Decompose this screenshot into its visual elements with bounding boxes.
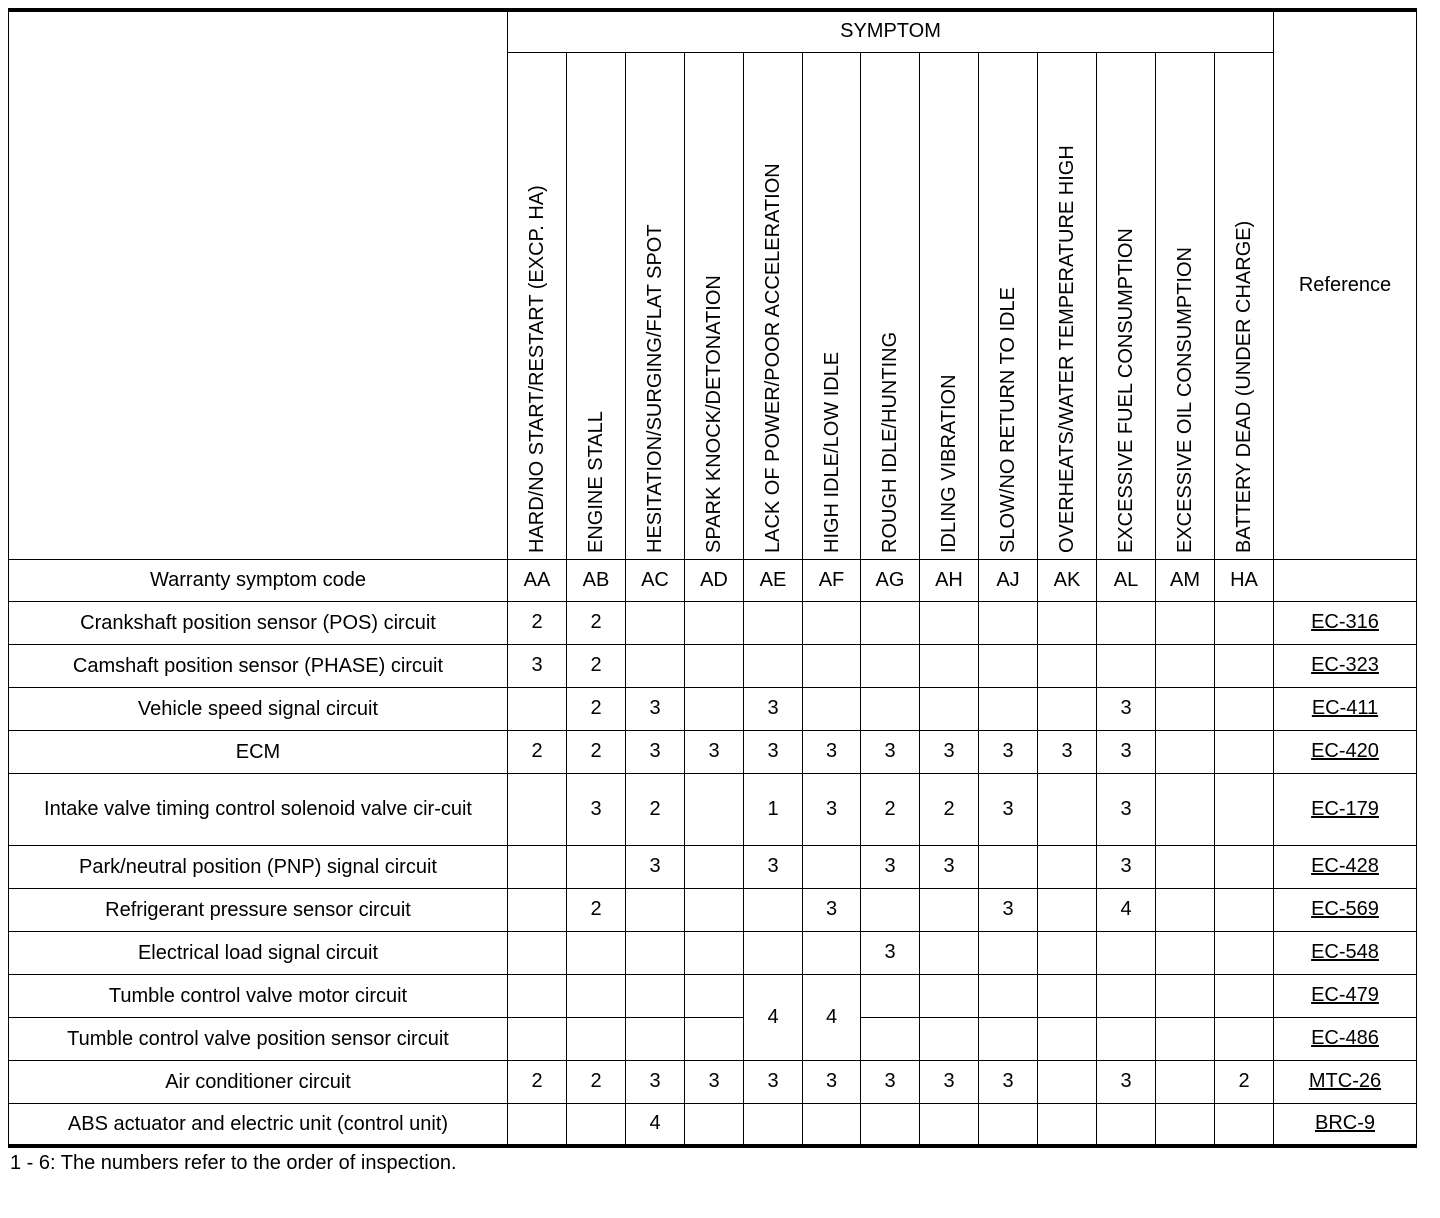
reference-link[interactable]: EC-420: [1311, 740, 1379, 762]
reference-cell: [1274, 1017, 1417, 1060]
symptom-cell: [685, 888, 744, 931]
symptom-cell: 3: [803, 1060, 861, 1103]
symptom-cell: [803, 1103, 861, 1146]
symptom-cell: [626, 888, 685, 931]
symptom-cell: [1097, 1017, 1156, 1060]
symptom-cell: 2: [567, 730, 626, 773]
reference-cell: [1274, 974, 1417, 1017]
symptom-cell: [1156, 644, 1215, 687]
symptom-cell: 3: [744, 730, 803, 773]
symptom-code: AL: [1097, 559, 1156, 601]
symptom-code: AC: [626, 559, 685, 601]
symptom-cell: 1: [744, 773, 803, 845]
symptom-cell: 2: [861, 773, 920, 845]
symptom-name: ROUGH IDLE/HUNTING: [879, 331, 901, 553]
symptom-header-4: [744, 52, 803, 559]
symptom-cell: [567, 974, 626, 1017]
symptom-cell: 3: [861, 1060, 920, 1103]
symptom-cell: [508, 1017, 567, 1060]
symptom-cell: [508, 931, 567, 974]
table-row: [9, 644, 1417, 687]
symptom-cell: [626, 1017, 685, 1060]
symptom-code: HA: [1215, 559, 1274, 601]
reference-link[interactable]: EC-411: [1311, 697, 1379, 719]
symptom-cell: [744, 931, 803, 974]
symptom-cell: 3: [920, 1060, 979, 1103]
symptom-name: HIGH IDLE/LOW IDLE: [820, 351, 843, 553]
symptom-header-9: [1038, 52, 1097, 559]
table-row: [9, 687, 1417, 730]
item-label: Electrical load signal circuit: [9, 931, 508, 974]
symptom-cell: 2: [508, 601, 567, 644]
symptom-name: ENGINE STALL: [585, 410, 607, 553]
symptom-cell: [861, 687, 920, 730]
item-label: Camshaft position sensor (PHASE) circuit: [9, 644, 508, 687]
symptom-cell: 3: [626, 730, 685, 773]
symptom-cell: [803, 845, 861, 888]
symptom-cell: [1038, 644, 1097, 687]
symptom-cell: [1156, 974, 1215, 1017]
blank-corner: [9, 10, 508, 559]
symptom-cell: [1097, 931, 1156, 974]
symptom-cell: [1038, 687, 1097, 730]
symptom-cell: 3: [1097, 773, 1156, 845]
symptom-cell: [1156, 687, 1215, 730]
item-label: Crankshaft position sensor (POS) circuit: [9, 601, 508, 644]
symptom-cell: [1156, 1103, 1215, 1146]
symptom-cell: [1097, 1103, 1156, 1146]
symptom-cell: 3: [626, 845, 685, 888]
symptom-cell: [979, 601, 1038, 644]
symptom-code: AE: [744, 559, 803, 601]
symptom-cell: 2: [1215, 1060, 1274, 1103]
symptom-cell: [685, 1103, 744, 1146]
reference-cell: [1274, 1103, 1417, 1146]
symptom-cell: 3: [1038, 730, 1097, 773]
symptom-cell: 2: [567, 644, 626, 687]
symptom-cell: [1038, 601, 1097, 644]
symptom-header-7: [920, 52, 979, 559]
symptom-cell: [979, 1103, 1038, 1146]
table-row: [9, 1103, 1417, 1146]
symptom-cell: [803, 601, 861, 644]
symptom-cell: [508, 773, 567, 845]
symptom-cell: [803, 687, 861, 730]
symptom-cell: [920, 1103, 979, 1146]
symptom-cell: [1215, 1017, 1274, 1060]
symptom-cell: [979, 1017, 1038, 1060]
reference-cell: [1274, 888, 1417, 931]
symptom-name: EXCESSIVE OIL CONSUMPTION: [1174, 246, 1196, 553]
symptom-cell: [1038, 1060, 1097, 1103]
symptom-cell: 3: [626, 1060, 685, 1103]
symptom-cell: [1097, 644, 1156, 687]
symptom-cell: [508, 845, 567, 888]
symptom-code: AD: [685, 559, 744, 601]
symptom-cell: [920, 931, 979, 974]
symptom-table: [8, 8, 1417, 1148]
symptom-cell: 3: [685, 730, 744, 773]
symptom-header-5: [803, 52, 861, 559]
symptom-cell: 3: [920, 730, 979, 773]
symptom-cell: [567, 1103, 626, 1146]
symptom-cell: 3: [861, 931, 920, 974]
symptom-cell: [1156, 773, 1215, 845]
reference-cell: [1274, 601, 1417, 644]
symptom-cell: [744, 1103, 803, 1146]
reference-link[interactable]: EC-323: [1311, 654, 1379, 676]
symptom-cell: [1038, 1103, 1097, 1146]
symptom-cell: 3: [685, 1060, 744, 1103]
symptom-cell: 4: [1097, 888, 1156, 931]
symptom-cell: 3: [567, 773, 626, 845]
warranty-code-label: Warranty symptom code: [9, 559, 508, 601]
symptom-cell: 2: [920, 773, 979, 845]
symptom-header-12: [1215, 52, 1274, 559]
symptom-cell: [1156, 1060, 1215, 1103]
symptom-cell: [920, 687, 979, 730]
symptom-code: AM: [1156, 559, 1215, 601]
symptom-cell: [626, 601, 685, 644]
table-row: [9, 931, 1417, 974]
symptom-cell: [1215, 773, 1274, 845]
symptom-cell: [920, 974, 979, 1017]
symptom-cell: [1038, 974, 1097, 1017]
reference-link[interactable]: EC-316: [1311, 611, 1379, 633]
reference-cell: [1274, 1060, 1417, 1103]
symptom-cell: [1156, 931, 1215, 974]
symptom-header-2: [626, 52, 685, 559]
item-label: ABS actuator and electric unit (control unit): [9, 1103, 508, 1146]
symptom-cell: [1156, 888, 1215, 931]
reference-cell: [1274, 644, 1417, 687]
symptom-cell: [567, 931, 626, 974]
item-label: Park/neutral position (PNP) signal circuit: [9, 845, 508, 888]
reference-link[interactable]: MTC-26: [1308, 1070, 1382, 1092]
symptom-code: AG: [861, 559, 920, 601]
symptom-header-0: [508, 52, 567, 559]
symptom-cell: [1097, 601, 1156, 644]
symptom-cell: 2: [626, 773, 685, 845]
reference-link[interactable]: EC-548: [1311, 941, 1379, 963]
symptom-name: SLOW/NO RETURN TO IDLE: [997, 286, 1019, 553]
item-label: Air conditioner circuit: [9, 1060, 508, 1103]
symptom-cell: 3: [744, 845, 803, 888]
symptom-header-8: [979, 52, 1038, 559]
symptom-name: HESITATION/SURGING/FLAT SPOT: [644, 223, 666, 553]
item-label: Vehicle speed signal circuit: [9, 687, 508, 730]
symptom-name: LACK OF POWER/POOR ACCELERATION: [762, 162, 784, 553]
symptom-cell: [861, 1103, 920, 1146]
table-row: [9, 974, 1417, 1017]
symptom-cell: 3: [979, 888, 1038, 931]
symptom-cell: [567, 1017, 626, 1060]
symptom-cell: [1215, 1103, 1274, 1146]
symptom-cell: [1038, 888, 1097, 931]
symptom-cell: [626, 644, 685, 687]
symptom-cell: [920, 601, 979, 644]
item-label: Intake valve timing control solenoid valve cir-cuit: [9, 773, 508, 845]
symptom-cell: 2: [508, 1060, 567, 1103]
symptom-code: AK: [1038, 559, 1097, 601]
footnote: 1 - 6: The numbers refer to the order of inspection.: [10, 1152, 457, 1174]
symptom-cell: [1215, 644, 1274, 687]
reference-header: Reference: [1274, 10, 1417, 559]
symptom-cell: [920, 1017, 979, 1060]
symptom-cell: [508, 1103, 567, 1146]
symptom-cell: [626, 931, 685, 974]
symptom-cell: 3: [979, 773, 1038, 845]
symptom-cell: [508, 974, 567, 1017]
symptom-cell: 3: [1097, 730, 1156, 773]
reference-cell: [1274, 845, 1417, 888]
symptom-cell: [861, 601, 920, 644]
table-row: [9, 1060, 1417, 1103]
symptom-cell: 4: [803, 974, 861, 1060]
symptom-cell: [861, 1017, 920, 1060]
symptom-cell: 3: [979, 730, 1038, 773]
symptom-header-11: [1156, 52, 1215, 559]
symptom-cell: 2: [508, 730, 567, 773]
symptom-cell: 3: [861, 845, 920, 888]
symptom-cell: [979, 931, 1038, 974]
symptom-cell: [744, 888, 803, 931]
symptom-name: HARD/NO START/RESTART (EXCP. HA): [526, 184, 548, 553]
symptom-header-1: [567, 52, 626, 559]
symptom-cell: 4: [744, 974, 803, 1060]
symptom-name: BATTERY DEAD (UNDER CHARGE): [1233, 220, 1255, 553]
symptom-cell: [685, 601, 744, 644]
symptom-cell: [1215, 888, 1274, 931]
symptom-cell: 3: [920, 845, 979, 888]
symptom-cell: [1215, 845, 1274, 888]
symptom-cell: [685, 845, 744, 888]
reference-cell: [1274, 931, 1417, 974]
item-label: Refrigerant pressure sensor circuit: [9, 888, 508, 931]
reference-link[interactable]: EC-486: [1311, 1027, 1379, 1049]
symptom-code: AB: [567, 559, 626, 601]
reference-cell: [1274, 687, 1417, 730]
symptom-cell: [1156, 601, 1215, 644]
table-row: [9, 730, 1417, 773]
symptom-cell: [920, 644, 979, 687]
table-row: [9, 1017, 1417, 1060]
symptom-cell: [1038, 773, 1097, 845]
symptom-cell: [744, 644, 803, 687]
symptom-cell: 2: [567, 601, 626, 644]
item-label: Tumble control valve position sensor circuit: [9, 1017, 508, 1060]
symptom-cell: [1097, 974, 1156, 1017]
symptom-cell: 2: [567, 1060, 626, 1103]
symptom-cell: [979, 644, 1038, 687]
symptom-cell: 3: [979, 1060, 1038, 1103]
symptom-cell: 2: [567, 687, 626, 730]
reference-link[interactable]: BRC-9: [1314, 1112, 1375, 1135]
symptom-code: AH: [920, 559, 979, 601]
symptom-cell: [861, 644, 920, 687]
symptom-cell: [1215, 601, 1274, 644]
symptom-name: IDLING VIBRATION: [938, 373, 960, 553]
symptom-cell: [685, 974, 744, 1017]
table-row: [9, 888, 1417, 931]
symptom-cell: [626, 974, 685, 1017]
symptom-cell: [920, 888, 979, 931]
symptom-header-6: [861, 52, 920, 559]
symptom-cell: 3: [744, 1060, 803, 1103]
symptom-cell: 3: [1097, 1060, 1156, 1103]
symptom-cell: [1215, 730, 1274, 773]
symptom-cell: [1156, 1017, 1215, 1060]
symptom-cell: [685, 644, 744, 687]
symptom-header-10: [1097, 52, 1156, 559]
symptom-cell: [1156, 730, 1215, 773]
table-row: [9, 845, 1417, 888]
symptom-cell: [861, 974, 920, 1017]
symptom-cell: [508, 687, 567, 730]
symptom-cell: 4: [626, 1103, 685, 1146]
symptom-cell: [1215, 931, 1274, 974]
symptom-cell: [803, 931, 861, 974]
reference-link[interactable]: EC-569: [1311, 898, 1379, 920]
reference-code-spacer: [1274, 559, 1417, 601]
symptom-cell: [979, 974, 1038, 1017]
symptom-cell: [1215, 687, 1274, 730]
symptom-cell: [803, 644, 861, 687]
symptom-cell: 3: [1097, 845, 1156, 888]
symptom-cell: [685, 1017, 744, 1060]
symptom-code: AF: [803, 559, 861, 601]
reference-link[interactable]: EC-179: [1311, 797, 1379, 820]
item-label: Tumble control valve motor circuit: [9, 974, 508, 1017]
symptom-cell: 3: [803, 888, 861, 931]
symptom-cell: [1156, 845, 1215, 888]
symptom-name: OVERHEATS/WATER TEMPERATURE HIGH: [1056, 144, 1078, 553]
symptom-code: AA: [508, 559, 567, 601]
symptom-cell: 3: [803, 773, 861, 845]
symptom-cell: [1038, 931, 1097, 974]
symptom-cell: [1038, 845, 1097, 888]
reference-cell: [1274, 730, 1417, 773]
symptom-cell: 3: [861, 730, 920, 773]
symptom-cell: [744, 601, 803, 644]
symptom-cell: 3: [508, 644, 567, 687]
symptom-cell: 3: [626, 687, 685, 730]
reference-link[interactable]: EC-428: [1311, 855, 1379, 877]
symptom-cell: [861, 888, 920, 931]
symptom-cell: [508, 888, 567, 931]
symptom-name: SPARK KNOCK/DETONATION: [703, 274, 725, 553]
symptom-title: SYMPTOM: [508, 10, 1274, 52]
symptom-code: AJ: [979, 559, 1038, 601]
item-label: ECM: [9, 730, 508, 773]
symptom-cell: [685, 687, 744, 730]
reference-link[interactable]: EC-479: [1311, 984, 1379, 1006]
symptom-cell: [1215, 974, 1274, 1017]
reference-cell: [1274, 773, 1417, 845]
symptom-cell: 3: [744, 687, 803, 730]
symptom-cell: [685, 931, 744, 974]
symptom-cell: [1038, 1017, 1097, 1060]
symptom-cell: 3: [1097, 687, 1156, 730]
table-row: [9, 773, 1417, 845]
symptom-cell: [685, 773, 744, 845]
symptom-header-3: [685, 52, 744, 559]
symptom-cell: [979, 845, 1038, 888]
symptom-name: EXCESSIVE FUEL CONSUMPTION: [1115, 227, 1137, 553]
symptom-cell: 2: [567, 888, 626, 931]
symptom-cell: [567, 845, 626, 888]
table-row: [9, 601, 1417, 644]
symptom-cell: 3: [803, 730, 861, 773]
symptom-cell: [979, 687, 1038, 730]
